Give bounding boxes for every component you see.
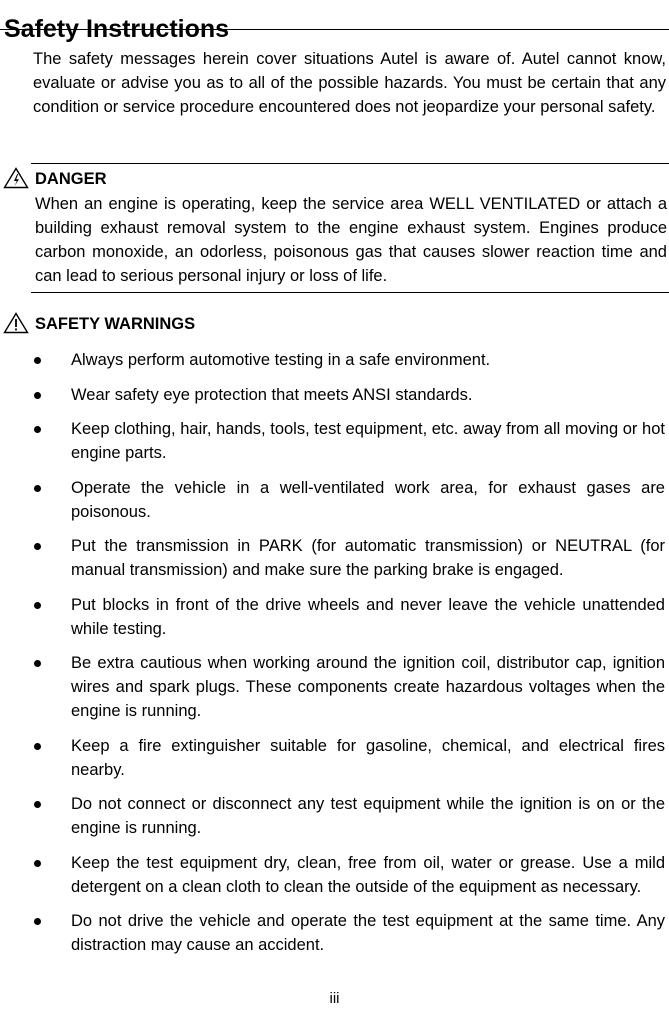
bullet-icon bbox=[34, 860, 41, 867]
bullet-icon bbox=[34, 357, 41, 364]
intro-paragraph: The safety messages herein cover situations Autel is aware of. Autel cannot know, evaluate or advise you as to all of the possible hazards. You must be certain that any condition or service procedure encountered does not jeopardize your personal safety. bbox=[33, 50, 666, 116]
list-item-text: Wear safety eye protection that meets ANSI standards. bbox=[71, 385, 473, 404]
bullet-icon bbox=[34, 660, 41, 667]
bullet-icon bbox=[34, 543, 41, 550]
list-item bbox=[0, 534, 669, 582]
list-item-text: Do not drive the vehicle and operate the test equipment at the same time. Any distraction may cause an accident. bbox=[71, 912, 665, 954]
list-item-text: Keep clothing, hair, hands, tools, test equipment, etc. away from all moving or hot engine parts. bbox=[71, 420, 665, 462]
page-number: iii bbox=[329, 990, 340, 1007]
list-item-text: Put blocks in front of the drive wheels and never leave the vehicle unattended while testing. bbox=[71, 595, 665, 638]
list-item bbox=[0, 734, 669, 782]
list-item bbox=[0, 348, 669, 372]
bullet-icon bbox=[34, 918, 41, 925]
list-item bbox=[0, 792, 669, 840]
list-item-text: Be extra cautious when working around the ignition coil, distributor cap, ignition wires and spark plugs. These components create hazardous voltages when the engine is running. bbox=[71, 654, 665, 720]
list-item bbox=[0, 476, 669, 524]
list-item-text: Keep the test equipment dry, clean, free from oil, water or grease. Use a mild detergent on a clean cloth to clean the outside of the equipment as necessary. bbox=[71, 853, 665, 896]
list-item bbox=[0, 383, 669, 407]
electrical-hazard-warning-icon bbox=[3, 167, 29, 189]
list-item-text: Put the transmission in PARK (for automatic transmission) or NEUTRAL (for manual transmission) and make sure the parking brake is engaged. bbox=[71, 537, 665, 579]
safety-warnings-list bbox=[0, 348, 669, 968]
bullet-icon bbox=[34, 426, 41, 433]
bullet-icon bbox=[34, 801, 41, 808]
page-title: Safety Instructions bbox=[4, 14, 230, 43]
exclamation-warning-icon bbox=[3, 312, 29, 334]
list-item-text: Always perform automotive testing in a safe environment. bbox=[71, 351, 491, 369]
danger-top-divider bbox=[31, 163, 669, 164]
safety-warnings-heading: SAFETY WARNINGS bbox=[35, 315, 196, 333]
list-item bbox=[0, 651, 669, 723]
danger-bottom-divider bbox=[31, 292, 669, 293]
bullet-icon bbox=[34, 743, 41, 750]
danger-text: When an engine is operating, keep the service area WELL VENTILATED or attach a building exhaust removal system to the engine exhaust system. Engines produce carbon monoxide, an odorless, poisonous gas that causes slower reaction time and can lead to serious personal injury or loss of life. bbox=[35, 195, 667, 285]
list-item bbox=[0, 909, 669, 957]
bullet-icon bbox=[34, 392, 41, 399]
title-divider bbox=[0, 29, 669, 30]
list-item-text: Operate the vehicle in a well-ventilated work area, for exhaust gases are poisonous. bbox=[71, 478, 665, 521]
danger-heading: DANGER bbox=[35, 170, 107, 188]
list-item bbox=[0, 593, 669, 641]
list-item-text: Do not connect or disconnect any test equipment while the ignition is on or the engine is running. bbox=[71, 795, 665, 837]
list-item-text: Keep a fire extinguisher suitable for gasoline, chemical, and electrical fires nearby. bbox=[71, 736, 665, 779]
bullet-icon bbox=[34, 485, 41, 492]
list-item bbox=[0, 417, 669, 465]
list-item bbox=[0, 851, 669, 899]
bullet-icon bbox=[34, 602, 41, 609]
